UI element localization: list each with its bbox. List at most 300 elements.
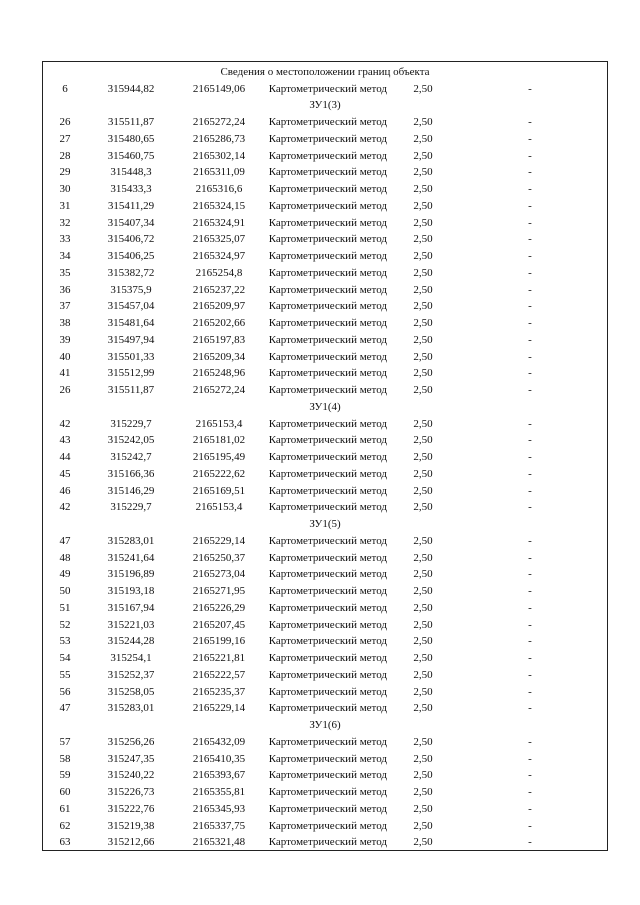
- method: Картометрический метод: [268, 501, 387, 514]
- point-number: 28: [59, 149, 71, 162]
- coord-y: 2165337,75: [192, 819, 246, 832]
- note: -: [528, 300, 532, 313]
- point-number: 48: [59, 551, 71, 564]
- accuracy: 2,50: [413, 618, 433, 631]
- coord-x: 315242,05: [107, 434, 155, 447]
- coord-y: 2165153,4: [195, 501, 243, 514]
- coord-y: 2165321,48: [192, 836, 246, 849]
- table-row: [43, 449, 607, 466]
- coord-x: 315511,87: [107, 116, 155, 129]
- note: -: [528, 819, 532, 832]
- note: -: [528, 116, 532, 129]
- coord-y: 2165202,66: [192, 317, 246, 330]
- accuracy: 2,50: [413, 819, 433, 832]
- accuracy: 2,50: [413, 317, 433, 330]
- table-row: [43, 483, 607, 500]
- note: -: [528, 534, 532, 547]
- coord-x: 315244,28: [107, 635, 155, 648]
- point-number: 61: [59, 802, 71, 815]
- coord-x: 315375,9: [110, 283, 152, 296]
- coord-y: 2165226,29: [192, 601, 246, 614]
- note: -: [528, 367, 532, 380]
- coord-x: 315258,05: [107, 685, 155, 698]
- accuracy: 2,50: [413, 216, 433, 229]
- method: Картометрический метод: [268, 618, 387, 631]
- table-row: [43, 784, 607, 801]
- table-row: [43, 365, 607, 382]
- note: -: [528, 652, 532, 665]
- note: -: [528, 769, 532, 782]
- method: Картометрический метод: [268, 266, 387, 279]
- coord-y: 2165222,62: [192, 467, 246, 480]
- note: -: [528, 451, 532, 464]
- method: Картометрический метод: [268, 484, 387, 497]
- coord-y: 2165248,96: [192, 367, 246, 380]
- coord-x: 315222,76: [107, 802, 155, 815]
- coord-y: 2165355,81: [192, 786, 246, 799]
- accuracy: 2,50: [413, 166, 433, 179]
- accuracy: 2,50: [413, 333, 433, 346]
- accuracy: 2,50: [413, 384, 433, 397]
- note: -: [528, 417, 532, 430]
- point-number: 52: [59, 618, 71, 631]
- point-number: 29: [59, 166, 71, 179]
- table-row: [43, 633, 607, 650]
- note: -: [528, 216, 532, 229]
- table-row: [43, 566, 607, 583]
- note: -: [528, 836, 532, 849]
- coord-y: 2165199,16: [192, 635, 246, 648]
- section-header: ЗУ1(3): [309, 99, 341, 112]
- accuracy: 2,50: [413, 585, 433, 598]
- point-number: 57: [59, 735, 71, 748]
- method: Картометрический метод: [268, 735, 387, 748]
- table-row: [43, 650, 607, 667]
- note: -: [528, 149, 532, 162]
- table-row: [43, 382, 607, 399]
- note: -: [528, 752, 532, 765]
- accuracy: 2,50: [413, 702, 433, 715]
- coord-x: 315448,3: [110, 166, 152, 179]
- note: -: [528, 601, 532, 614]
- point-number: 38: [59, 317, 71, 330]
- coord-x: 315193,18: [107, 585, 155, 598]
- coord-y: 2165229,14: [192, 702, 246, 715]
- coord-x: 315254,1: [110, 652, 152, 665]
- coord-y: 2165221,81: [192, 652, 246, 665]
- note: -: [528, 786, 532, 799]
- table-row: [43, 198, 607, 215]
- coord-y: 2165271,95: [192, 585, 246, 598]
- table-row: [43, 466, 607, 483]
- coord-x: 315241,64: [107, 551, 155, 564]
- coord-y: 2165254,8: [195, 266, 243, 279]
- point-number: 43: [59, 434, 71, 447]
- method: Картометрический метод: [268, 350, 387, 363]
- note: -: [528, 501, 532, 514]
- note: -: [528, 250, 532, 263]
- table-row: [43, 148, 607, 165]
- coord-y: 2165153,4: [195, 417, 243, 430]
- coord-x: 315457,04: [107, 300, 155, 313]
- accuracy: 2,50: [413, 786, 433, 799]
- table-row: [43, 734, 607, 751]
- note: -: [528, 568, 532, 581]
- coord-x: 315212,66: [107, 836, 155, 849]
- method: Картометрический метод: [268, 417, 387, 430]
- point-number: 32: [59, 216, 71, 229]
- method: Картометрический метод: [268, 317, 387, 330]
- table-row: [43, 834, 607, 851]
- accuracy: 2,50: [413, 685, 433, 698]
- coord-y: 2165207,45: [192, 618, 246, 631]
- coord-x: 315229,7: [110, 501, 152, 514]
- accuracy: 2,50: [413, 132, 433, 145]
- section-header: ЗУ1(4): [309, 400, 341, 413]
- point-number: 56: [59, 685, 71, 698]
- accuracy: 2,50: [413, 300, 433, 313]
- point-number: 42: [59, 501, 71, 514]
- accuracy: 2,50: [413, 551, 433, 564]
- table-row: [43, 600, 607, 617]
- point-number: 31: [59, 199, 71, 212]
- coord-y: 2165250,37: [192, 551, 246, 564]
- accuracy: 2,50: [413, 250, 433, 263]
- note: -: [528, 635, 532, 648]
- coord-x: 315481,64: [107, 317, 155, 330]
- method: Картометрический метод: [268, 333, 387, 346]
- coord-x: 315283,01: [107, 702, 155, 715]
- point-number: 46: [59, 484, 71, 497]
- note: -: [528, 668, 532, 681]
- table-row: [43, 298, 607, 315]
- point-number: 50: [59, 585, 71, 598]
- coord-x: 315167,94: [107, 601, 155, 614]
- table-row: [43, 131, 607, 148]
- note: -: [528, 166, 532, 179]
- point-number: 26: [59, 116, 71, 129]
- method: Картометрический метод: [268, 601, 387, 614]
- method: Картометрический метод: [268, 250, 387, 263]
- point-number: 63: [59, 836, 71, 849]
- coord-x: 315406,72: [107, 233, 155, 246]
- table-row: [43, 583, 607, 600]
- coord-y: 2165393,67: [192, 769, 246, 782]
- accuracy: 2,50: [413, 434, 433, 447]
- accuracy: 2,50: [413, 735, 433, 748]
- table-row: [43, 349, 607, 366]
- accuracy: 2,50: [413, 451, 433, 464]
- accuracy: 2,50: [413, 484, 433, 497]
- method: Картометрический метод: [268, 652, 387, 665]
- accuracy: 2,50: [413, 601, 433, 614]
- coord-y: 2165272,24: [192, 116, 246, 129]
- table-body: [43, 81, 607, 852]
- accuracy: 2,50: [413, 836, 433, 849]
- accuracy: 2,50: [413, 802, 433, 815]
- coord-x: 315226,73: [107, 786, 155, 799]
- accuracy: 2,50: [413, 183, 433, 196]
- method: Картометрический метод: [268, 82, 387, 95]
- method: Картометрический метод: [268, 819, 387, 832]
- coord-y: 2165237,22: [192, 283, 246, 296]
- note: -: [528, 82, 532, 95]
- coord-y: 2165181,02: [192, 434, 246, 447]
- coord-x: 315219,38: [107, 819, 155, 832]
- section-header: ЗУ1(5): [309, 518, 341, 531]
- coord-y: 2165169,51: [192, 484, 246, 497]
- method: Картометрический метод: [268, 702, 387, 715]
- method: Картометрический метод: [268, 199, 387, 212]
- note: -: [528, 384, 532, 397]
- method: Картометрический метод: [268, 132, 387, 145]
- coord-y: 2165345,93: [192, 802, 246, 815]
- point-number: 59: [59, 769, 71, 782]
- point-number: 40: [59, 350, 71, 363]
- table-row: [43, 315, 607, 332]
- table-row: [43, 767, 607, 784]
- note: -: [528, 199, 532, 212]
- method: Картометрический метод: [268, 685, 387, 698]
- table-row: [43, 499, 607, 516]
- method: Картометрический метод: [268, 233, 387, 246]
- method: Картометрический метод: [268, 116, 387, 129]
- table-row: [43, 818, 607, 835]
- table-row: [43, 248, 607, 265]
- note: -: [528, 183, 532, 196]
- note: -: [528, 685, 532, 698]
- coord-y: 2165197,83: [192, 333, 246, 346]
- accuracy: 2,50: [413, 534, 433, 547]
- coord-x: 315497,94: [107, 333, 155, 346]
- accuracy: 2,50: [413, 233, 433, 246]
- point-number: 53: [59, 635, 71, 648]
- table-row: [43, 667, 607, 684]
- note: -: [528, 283, 532, 296]
- point-number: 45: [59, 467, 71, 480]
- method: Картометрический метод: [268, 534, 387, 547]
- accuracy: 2,50: [413, 199, 433, 212]
- table-row: [43, 533, 607, 550]
- table-row: [43, 751, 607, 768]
- accuracy: 2,50: [413, 417, 433, 430]
- coord-y: 2165432,09: [192, 735, 246, 748]
- section-header: ЗУ1(6): [309, 719, 341, 732]
- method: Картометрический метод: [268, 769, 387, 782]
- coord-x: 315382,72: [107, 266, 155, 279]
- coord-x: 315242,7: [110, 451, 152, 464]
- table-row: [43, 114, 607, 131]
- point-number: 49: [59, 568, 71, 581]
- table-row: [43, 416, 607, 433]
- point-number: 34: [59, 250, 71, 263]
- note: -: [528, 618, 532, 631]
- coord-x: 315256,26: [107, 735, 155, 748]
- coord-x: 315247,35: [107, 752, 155, 765]
- table-row: [43, 801, 607, 818]
- method: Картометрический метод: [268, 149, 387, 162]
- method: Картометрический метод: [268, 434, 387, 447]
- accuracy: 2,50: [413, 116, 433, 129]
- point-number: 42: [59, 417, 71, 430]
- point-number: 55: [59, 668, 71, 681]
- coord-y: 2165229,14: [192, 534, 246, 547]
- method: Картометрический метод: [268, 467, 387, 480]
- coord-x: 315512,99: [107, 367, 155, 380]
- accuracy: 2,50: [413, 367, 433, 380]
- table-row: [43, 684, 607, 701]
- table-row: [43, 550, 607, 567]
- table-row: [43, 432, 607, 449]
- coord-y: 2165222,57: [192, 668, 246, 681]
- table-row: [43, 181, 607, 198]
- note: -: [528, 551, 532, 564]
- coord-y: 2165209,34: [192, 350, 246, 363]
- point-number: 58: [59, 752, 71, 765]
- table-row: [43, 265, 607, 282]
- coord-x: 315229,7: [110, 417, 152, 430]
- accuracy: 2,50: [413, 82, 433, 95]
- coord-y: 2165195,49: [192, 451, 246, 464]
- coord-y: 2165272,24: [192, 384, 246, 397]
- method: Картометрический метод: [268, 166, 387, 179]
- point-number: 6: [62, 82, 68, 95]
- table-row: [43, 231, 607, 248]
- table-row: [43, 81, 607, 98]
- accuracy: 2,50: [413, 635, 433, 648]
- table-row: [43, 332, 607, 349]
- coord-y: 2165324,15: [192, 199, 246, 212]
- table-caption: Сведения о местоположении границ объекта: [220, 66, 430, 78]
- coord-y: 2165149,06: [192, 82, 246, 95]
- accuracy: 2,50: [413, 149, 433, 162]
- coord-y: 2165235,37: [192, 685, 246, 698]
- note: -: [528, 484, 532, 497]
- coord-y: 2165325,07: [192, 233, 246, 246]
- point-number: 36: [59, 283, 71, 296]
- table-row: [43, 617, 607, 634]
- accuracy: 2,50: [413, 568, 433, 581]
- method: Картометрический метод: [268, 216, 387, 229]
- coord-y: 2165324,91: [192, 216, 246, 229]
- coord-x: 315501,33: [107, 350, 155, 363]
- note: -: [528, 735, 532, 748]
- note: -: [528, 266, 532, 279]
- method: Картометрический метод: [268, 367, 387, 380]
- table-row: [43, 282, 607, 299]
- coord-y: 2165302,14: [192, 149, 246, 162]
- coord-y: 2165316,6: [195, 183, 243, 196]
- method: Картометрический метод: [268, 668, 387, 681]
- coord-y: 2165324,97: [192, 250, 246, 263]
- point-number: 27: [59, 132, 71, 145]
- point-number: 47: [59, 534, 71, 547]
- coord-y: 2165410,35: [192, 752, 246, 765]
- point-number: 39: [59, 333, 71, 346]
- accuracy: 2,50: [413, 752, 433, 765]
- point-number: 54: [59, 652, 71, 665]
- method: Картометрический метод: [268, 451, 387, 464]
- method: Картометрический метод: [268, 384, 387, 397]
- method: Картометрический метод: [268, 635, 387, 648]
- coord-x: 315407,34: [107, 216, 155, 229]
- note: -: [528, 802, 532, 815]
- coord-y: 2165311,09: [193, 166, 245, 179]
- point-number: 44: [59, 451, 71, 464]
- point-number: 60: [59, 786, 71, 799]
- coord-x: 315196,89: [107, 568, 155, 581]
- accuracy: 2,50: [413, 266, 433, 279]
- table-row: [43, 215, 607, 232]
- accuracy: 2,50: [413, 668, 433, 681]
- accuracy: 2,50: [413, 350, 433, 363]
- point-number: 26: [59, 384, 71, 397]
- accuracy: 2,50: [413, 283, 433, 296]
- coord-x: 315944,82: [107, 82, 155, 95]
- method: Картометрический метод: [268, 568, 387, 581]
- coord-x: 315480,65: [107, 132, 155, 145]
- coord-y: 2165273,04: [192, 568, 246, 581]
- coord-x: 315146,29: [107, 484, 155, 497]
- note: -: [528, 350, 532, 363]
- point-number: 33: [59, 233, 71, 246]
- method: Картометрический метод: [268, 183, 387, 196]
- note: -: [528, 233, 532, 246]
- table-row: [43, 164, 607, 181]
- note: -: [528, 585, 532, 598]
- coord-x: 315283,01: [107, 534, 155, 547]
- note: -: [528, 317, 532, 330]
- point-number: 51: [59, 601, 71, 614]
- point-number: 35: [59, 266, 71, 279]
- coord-y: 2165209,97: [192, 300, 246, 313]
- note: -: [528, 333, 532, 346]
- note: -: [528, 132, 532, 145]
- accuracy: 2,50: [413, 501, 433, 514]
- method: Картометрический метод: [268, 836, 387, 849]
- coord-x: 315240,22: [107, 769, 155, 782]
- accuracy: 2,50: [413, 652, 433, 665]
- method: Картометрический метод: [268, 802, 387, 815]
- method: Картометрический метод: [268, 752, 387, 765]
- method: Картометрический метод: [268, 551, 387, 564]
- method: Картометрический метод: [268, 283, 387, 296]
- coord-x: 315252,37: [107, 668, 155, 681]
- coord-x: 315166,36: [107, 467, 155, 480]
- table-row: [43, 700, 607, 717]
- point-number: 62: [59, 819, 71, 832]
- point-number: 37: [59, 300, 71, 313]
- coord-x: 315460,75: [107, 149, 155, 162]
- coord-x: 315511,87: [107, 384, 155, 397]
- boundary-table: [42, 61, 608, 851]
- note: -: [528, 434, 532, 447]
- point-number: 30: [59, 183, 71, 196]
- coord-x: 315406,25: [107, 250, 155, 263]
- point-number: 47: [59, 702, 71, 715]
- coord-x: 315221,03: [107, 618, 155, 631]
- note: -: [528, 467, 532, 480]
- coord-x: 315433,3: [110, 183, 152, 196]
- note: -: [528, 702, 532, 715]
- accuracy: 2,50: [413, 467, 433, 480]
- accuracy: 2,50: [413, 769, 433, 782]
- method: Картометрический метод: [268, 585, 387, 598]
- point-number: 41: [59, 367, 71, 380]
- coord-x: 315411,29: [107, 199, 155, 212]
- method: Картометрический метод: [268, 300, 387, 313]
- method: Картометрический метод: [268, 786, 387, 799]
